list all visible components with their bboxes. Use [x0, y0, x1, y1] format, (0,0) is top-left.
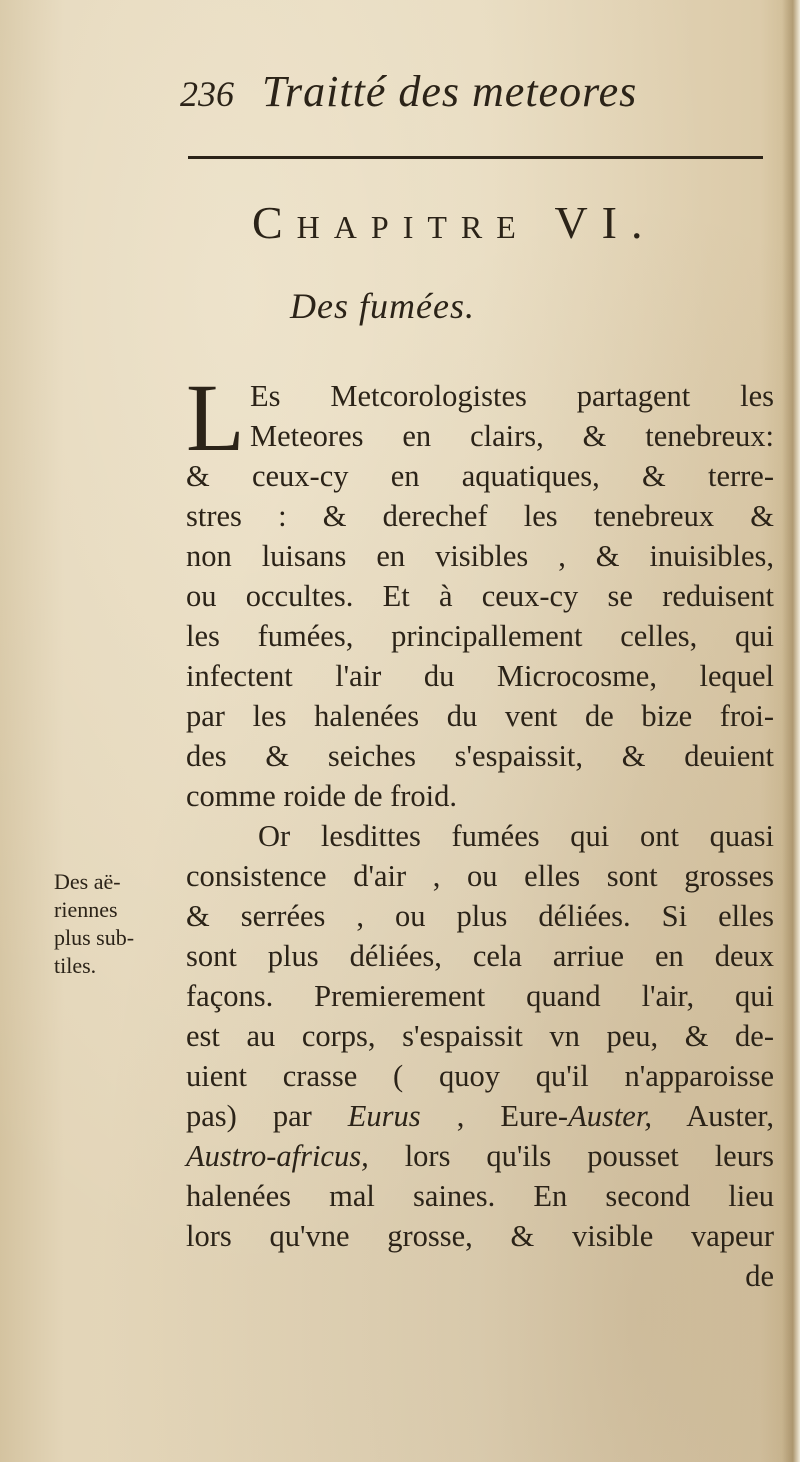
text-line-winds	[186, 1096, 774, 1136]
text-line: uient crasse ( quoy qu'il n'apparoisse	[186, 1059, 774, 1093]
header-rule	[188, 156, 763, 159]
text-line: par les halenées du vent de bize froi-	[186, 699, 774, 733]
marginal-line: tiles.	[54, 953, 97, 978]
text-line: halenées mal saines. En second lieu	[186, 1179, 774, 1213]
text-line: Es Metcorologistes partagent les	[250, 379, 774, 413]
marginal-line: Des aë-	[54, 869, 121, 894]
opening-lines	[250, 376, 774, 456]
page-edge	[782, 0, 800, 1462]
marginal-note	[54, 868, 164, 980]
marginal-line: plus sub-	[54, 925, 135, 950]
text-line: consistence d'air , ou elles sont grosses	[186, 859, 774, 893]
text-fragment: , Eure-	[420, 1099, 569, 1133]
running-head	[180, 66, 637, 126]
text-line: stres : & derechef les tenebreux &	[186, 499, 774, 533]
running-title: Traitté des meteores	[262, 67, 638, 116]
italic-word: Austro-africus,	[186, 1139, 369, 1173]
text-line: sont plus déliées, cela arriue en deux	[186, 939, 774, 973]
body-text	[186, 456, 774, 1296]
chapter-subtitle: Des fumées.	[290, 286, 475, 326]
paragraph-start: Or lesdittes fumées qui ont quasi	[258, 819, 774, 853]
marginal-line: riennes	[54, 897, 118, 922]
text-line: ou occultes. Et à ceux-cy se reduisent	[186, 579, 774, 613]
text-line: façons. Premierement quand l'air, qui	[186, 979, 774, 1013]
text-line-winds	[186, 1136, 774, 1176]
italic-word: Eurus	[347, 1099, 421, 1133]
text-line: est au corps, s'espaissit vn peu, & de-	[186, 1019, 774, 1053]
text-line: infectent l'air du Microcosme, lequel	[186, 659, 774, 693]
text-line: & ceux-cy en aquatiques, & terre-	[186, 459, 774, 493]
text-fragment: Auster,	[651, 1099, 774, 1133]
page-number: 236	[180, 74, 234, 114]
text-line: des & seiches s'espaissit, & deuient	[186, 739, 774, 773]
text-line: comme roide de froid.	[186, 779, 458, 813]
catchword: de	[745, 1259, 774, 1293]
text-fragment: lors qu'ils pousset leurs	[368, 1139, 774, 1173]
text-line: & serrées , ou plus déliées. Si elles	[186, 899, 774, 933]
text-line: les fumées, principallement celles, qui	[186, 619, 774, 653]
text-line: Meteores en clairs, & tenebreux:	[250, 419, 774, 453]
chapter-heading: Chapitre VI.	[252, 197, 657, 248]
text-line: non luisans en visibles , & inuisibles,	[186, 539, 774, 573]
text-line: lors qu'vne grosse, & visible vapeur	[186, 1219, 774, 1253]
text-fragment: pas) par	[186, 1099, 348, 1133]
italic-word: Auster,	[568, 1099, 652, 1133]
drop-capital: L	[186, 364, 245, 471]
